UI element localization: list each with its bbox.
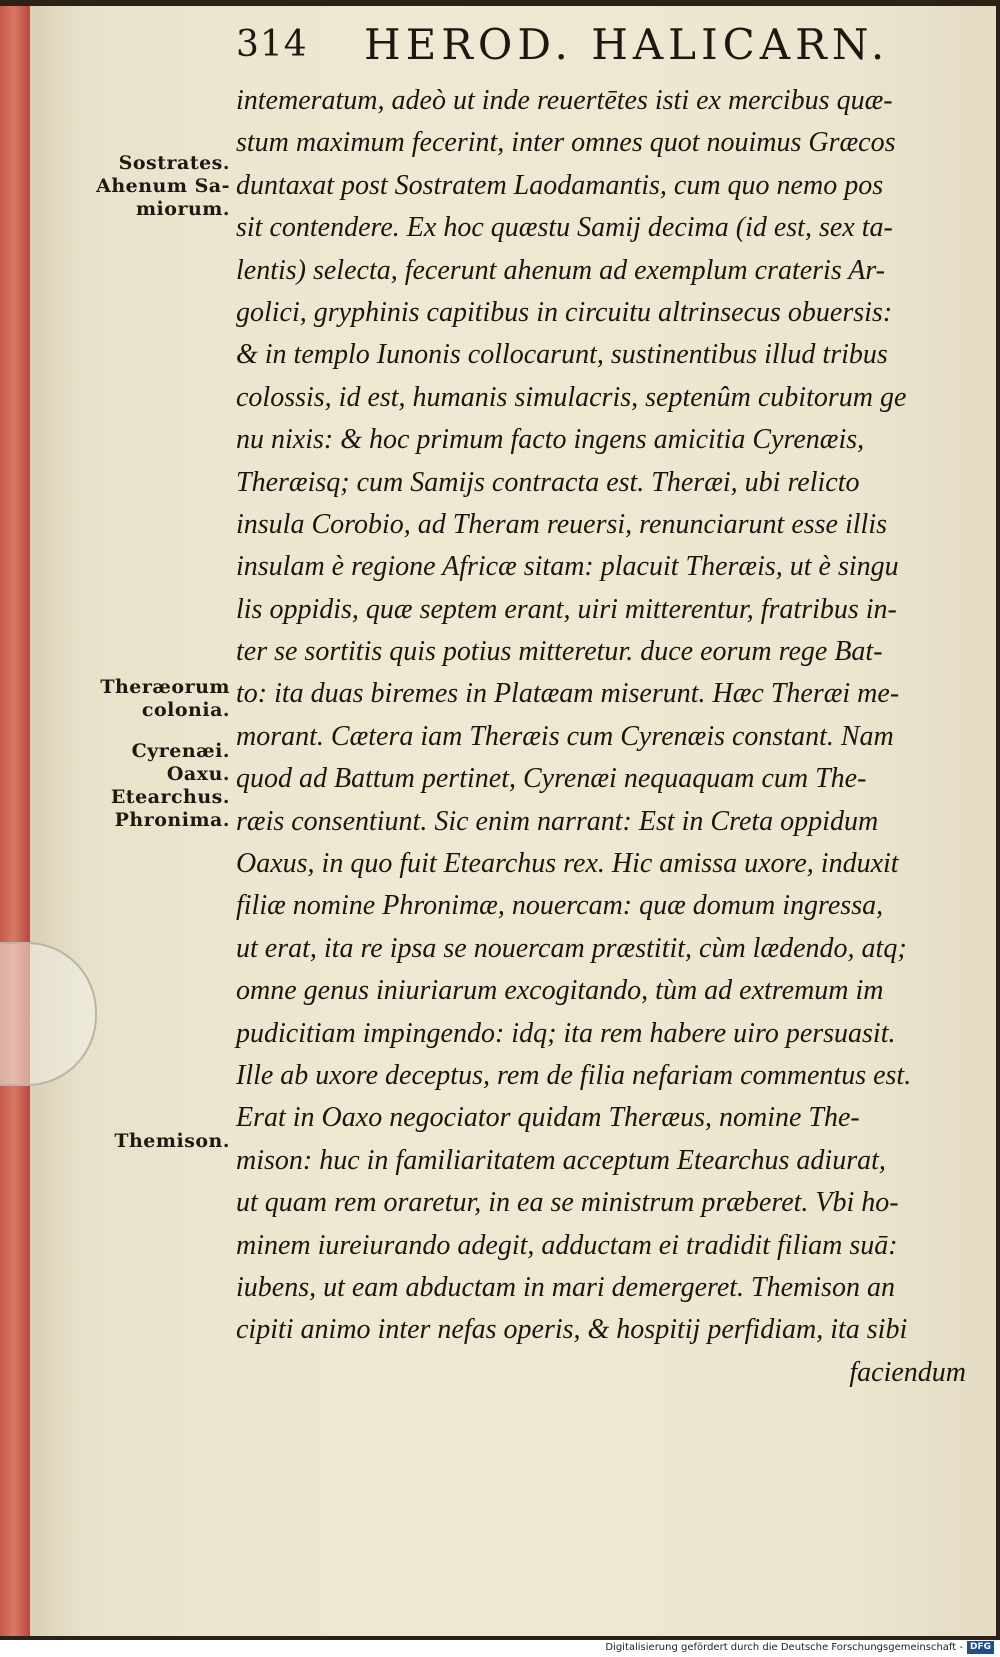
text-line: sit contendere. Ex hoc quæstu Samij decima (id est, sex ta- <box>236 212 893 244</box>
text-line: iubens, ut eam abductam in mari demergeret. Themison an <box>236 1271 895 1303</box>
text-line: colossis, id est, humanis simulacris, septenûm cubitorum ge <box>236 381 907 413</box>
text-line: insula Corobio, ad Theram reuersi, renunciarunt esse illis <box>236 508 887 540</box>
marginal-line: Theræorum <box>100 676 230 698</box>
text-line: duntaxat post Sostratem Laodamantis, cum quo nemo pos <box>236 169 884 201</box>
marginal-line: Etearchus. <box>110 786 230 808</box>
marginal-line: Oaxu. <box>166 763 230 785</box>
text-line: & in templo Iunonis collocarunt, sustinentibus illud tribus <box>236 339 888 371</box>
text-line: intemeratum, adeò ut inde reuertētes isti ex mercibus quæ- <box>236 85 893 116</box>
text-line: ut quam rem oraretur, in ea se ministrum præberet. Vbi ho- <box>236 1187 899 1219</box>
text-line: ræis consentiunt. Sic enim narrant: Est in Creta oppidum <box>236 805 879 837</box>
text-line: golici, gryphinis capitibus in circuitu altrinsecus obuersis: <box>236 296 893 328</box>
marginal-note-themison <box>76 1130 230 1153</box>
marginal-line: Themison. <box>114 1130 230 1152</box>
text-line: mison: huc in familiaritatem acceptum Etearchus adiurat, <box>236 1144 886 1176</box>
marginal-line: Ahenum Sa- <box>96 175 230 197</box>
text-line: ter se sortitis quis potius mitteretur. duce eorum rege Bat- <box>236 636 883 668</box>
marginal-line: Sostrates. <box>118 152 230 174</box>
body-text <box>236 80 976 1394</box>
red-page-edge <box>0 6 30 1636</box>
running-head <box>236 20 976 72</box>
text-line: morant. Cætera iam Theræis cum Cyrenæis constant. Nam <box>236 720 894 752</box>
text-line: Erat in Oaxo negociator quidam Theræus, nomine The- <box>236 1102 860 1134</box>
text-line: Oaxus, in quo fuit Etearchus rex. Hic amissa uxore, induxit <box>236 848 899 880</box>
text-line: filiæ nomine Phronimæ, nouercam: quæ domum ingressa, <box>236 890 884 922</box>
marginal-line: miorum. <box>135 198 230 220</box>
text-line: lentis) selecta, fecerunt ahenum ad exemplum crateris Ar- <box>236 254 885 286</box>
footer-credit: Digitalisierung gefördert durch die Deutsche Forschungsgemeinschaft - <box>605 1642 963 1653</box>
dfg-logo: DFG <box>967 1641 994 1654</box>
text-line: stum maximum fecerint, inter omnes quot nouimus Græcos <box>236 127 896 159</box>
text-line: Theræisq; cum Samijs contracta est. Theræi, ubi relicto <box>236 466 860 498</box>
header-title: HEROD. HALICARN. <box>364 20 890 69</box>
text-line: ut erat, ita re ipsa se nouercam præstitit, cùm lædendo, atq; <box>236 932 907 964</box>
text-line: quod ad Battum pertinet, Cyrenæi nequaquam cum The- <box>236 763 867 795</box>
text-line: cipiti animo inter nefas operis, & hospitij perfidiam, ita sibi <box>236 1314 908 1346</box>
marginal-note-sostrates <box>76 152 230 221</box>
marginal-line: Cyrenæi. <box>131 740 230 762</box>
text-line: omne genus iniuriarum excogitando, tùm ad extremum im <box>236 975 884 1007</box>
digitization-footer <box>605 1640 994 1655</box>
text-line: insulam è regione Africæ sitam: placuit Theræis, ut è singu <box>236 551 899 583</box>
page-number: 314 <box>236 24 308 65</box>
marginal-note-theraeorum <box>76 676 230 722</box>
catchword: faciendum <box>849 1356 966 1388</box>
text-line: nu nixis: & hoc primum facto ingens amicitia Cyrenæis, <box>236 424 865 456</box>
marginal-line: Phronima. <box>114 809 230 831</box>
marginal-line: colonia. <box>141 699 230 721</box>
text-line: Ille ab uxore deceptus, rem de filia nefariam commentus est. <box>236 1059 912 1091</box>
text-line: pudicitiam impingendo: idq; ita rem habere uiro persuasit. <box>236 1017 896 1049</box>
text-line: minem iureiurando adegit, adductam ei tradidit filiam suā: <box>236 1229 898 1261</box>
text-line: to: ita duas biremes in Platæam miserunt. Hæc Theræi me- <box>236 678 900 710</box>
text-line: lis oppidis, quæ septem erant, uiri mitterentur, fratribus in- <box>236 593 897 625</box>
marginal-note-cyrenaei <box>76 740 230 832</box>
